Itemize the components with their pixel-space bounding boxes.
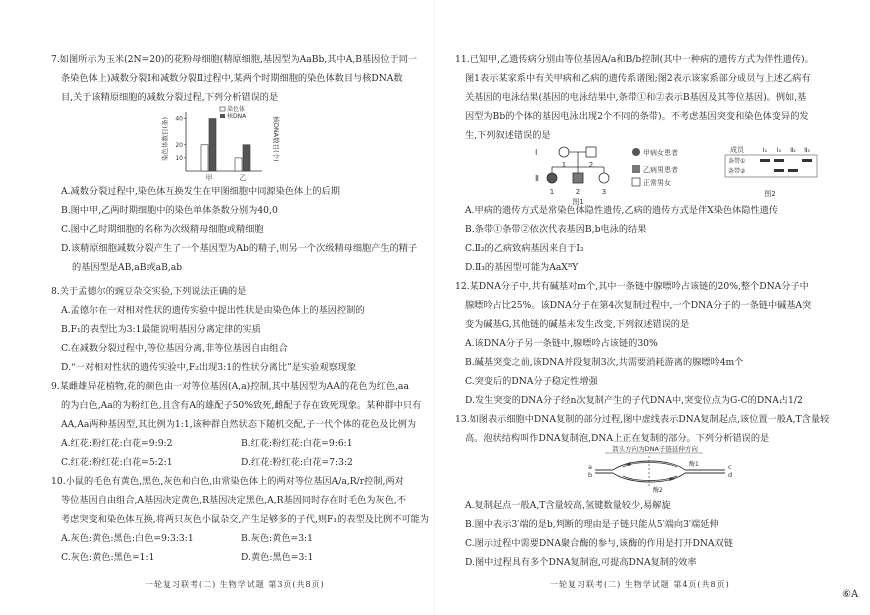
pedigree-female-ii1-affected [547, 173, 557, 183]
chart-legend [220, 105, 247, 120]
legend-affected-female-label: 甲病女患者 [643, 149, 678, 157]
q12-option-b: B.碱基突变之前,该DNA并段复制3次,共需要消耗游离的腺嘌呤4m个 [465, 357, 744, 368]
chart-ylabel: 染色体数目(条) [161, 116, 169, 162]
legend-affected-male-label: 乙病男患者 [643, 166, 678, 174]
q9-line-2: 的为白色,Aa的为粉红色,且含有A的雄配子50%致死,雌配子存在致死现象。某种群中只有 [61, 400, 422, 411]
q8-stem: 8.关于孟德尔的豌豆杂交实验,下列说法正确的是 [51, 286, 247, 297]
bar-0-1 [209, 119, 216, 171]
q12-line-2: 腺嘌呤占比25%。该DNA分子在第4次复制过程中,一个DNA分子的一条链中碱基A突 [465, 300, 812, 311]
right-page [435, 0, 870, 615]
q7-line-2: 条染色体上)减数分裂Ⅰ和减数分裂Ⅱ过程中,某两个时期细胞的染色体数目与核DNA数 [61, 73, 403, 84]
pedigree-number-i1: 1 [561, 161, 567, 169]
pedigree-number-ii1: 1 [549, 188, 555, 196]
legend-affected-male-icon [632, 165, 640, 173]
q12-option-c: C.突变后的DNA分子稳定性增强 [465, 376, 598, 387]
chart-category-label-1: 乙 [239, 174, 247, 182]
q13-replication-figure [585, 442, 735, 494]
legend-swatch-dna [220, 114, 225, 118]
generation-label-i: Ⅰ [535, 148, 538, 157]
right-page-footer: 一轮复习联考(二) 生物学试题 第4页(共8页) [550, 580, 730, 589]
bar-1-0 [235, 158, 242, 171]
legend-normal-label: 正常男女 [643, 179, 671, 187]
label-d: d [728, 471, 733, 479]
q11-line-1: 11.已知甲,乙遗传病分别由等位基因A/a和B/b控制(其中一种病的遗传方式为伴性遗传)。 [455, 54, 814, 65]
q9-option-d: D.红花:粉红花:白花=7:3:2 [241, 457, 353, 468]
fig2-header-i1: Ⅰ₁ [762, 146, 768, 154]
q9-line-3: AA,Aa两种基因型,其比例为1:1,该种群自然状态下随机交配,子一代个体的花色及比例为 [61, 419, 417, 430]
fig2-header-ii3: Ⅱ₃ [804, 146, 810, 154]
band-i2-1 [774, 159, 784, 162]
fig2-header-i2: Ⅰ₂ [776, 146, 782, 154]
legend-label-dna: 核DNA [227, 113, 247, 120]
q11-option-b: B.条带①条带②依次代表基因B,b电泳的结果 [465, 224, 647, 235]
q11-line-4: 因型为Bb的个体的基因电泳出现2个不同的条带)。不考虑基因突变和染色体变异的发 [465, 111, 809, 122]
label-c: c [728, 463, 732, 471]
legend-normal-icon [632, 178, 640, 186]
fig1-caption: 图1 [572, 198, 584, 206]
q13-option-b: B.图中表示3′端的是b,判断的理由是子链只能从5′端向3′端延伸 [465, 519, 719, 530]
q10-line-3: 考虑突变和染色体互换,将两只灰色小鼠杂交,产生足够多的子代,则F₁的表型及比例不可能为 [61, 514, 429, 525]
q10-option-b: B.灰色:黄色=3:1 [241, 533, 314, 544]
q9-option-a: A.红花:粉红花:白花=9:9:2 [61, 438, 173, 449]
band-i2-2 [774, 169, 784, 172]
q13-option-d: D.图中过程具有多个DNA复制泡,可提高DNA复制的效率 [465, 557, 697, 568]
fig2-row-band1: 条带① [728, 158, 746, 165]
band-ii3-1 [802, 159, 812, 162]
band-i1-1 [760, 159, 770, 162]
label-enzyme2: 酶2 [653, 487, 663, 494]
q13-line-1: 13.如图表示细胞中DNA复制的部分过程,图中虚线表示DNA复制起点,该位置一般A,T含量较 [455, 414, 830, 425]
corner-mark: ⑥A [842, 589, 859, 600]
q7-line-3: 目,关于该精原细胞的减数分裂过程,下列分析错误的是 [61, 92, 279, 103]
q10-line-2: 等位基因自由组合,A基因决定黄色,R基因决定黑色,A,R基因同时存在时毛色为灰色,不 [61, 495, 406, 506]
q12-line-1: 12.某DNA分子中,共有碱基对m个,其中一条链中腺嘌呤占该链的20%,整个DNA分子中 [455, 281, 809, 292]
q9-line-1: 9.某雌雄异花植物,花的颜色由一对等位基因(A,a)控制,其中基因型为AA的花色为红色,aa [51, 381, 409, 392]
q7-option-b: B.图中甲,乙两时期细胞中的染色单体条数分别为40,0 [61, 205, 278, 216]
q7-option-a: A.减数分裂过程中,染色体互换发生在甲图细胞中同源染色体上的后期 [61, 186, 340, 197]
bar-0-0 [201, 145, 208, 171]
label-enzyme1: 酶1 [689, 461, 699, 468]
pedigree-female-i1 [559, 147, 569, 157]
generation-label-ii: Ⅱ [535, 174, 539, 183]
fig2-header-ii2: Ⅱ₂ [790, 146, 796, 154]
q11-option-c: C.Ⅱ₂的乙病致病基因来自于Ⅰ₂ [465, 243, 584, 254]
q11-option-a: A.甲病的遗传方式是常染色体隐性遗传,乙病的遗传方式是伴X染色体隐性遗传 [465, 205, 779, 216]
q10-option-d: D.黄色:黑色=3:1 [241, 552, 314, 563]
label-b: b [588, 471, 593, 479]
legend-label-chromosome: 染色体 [227, 106, 246, 113]
label-a: a [588, 463, 592, 471]
q7-bar-chart [158, 104, 288, 184]
pedigree-male-ii2-affected [573, 173, 583, 183]
q7-option-d-cont: 的基因型是AB,aB或aB,ab [72, 262, 183, 273]
fig2-row-band2: 条带② [728, 168, 746, 175]
q8-option-d: D.“一对相对性状的遗传实验中,F₂出现3:1的性状分离比”是实验观察现象 [61, 362, 357, 373]
pedigree-male-i2 [586, 147, 596, 157]
pedigree-female-ii3 [599, 173, 609, 183]
q10-option-a: A.灰色:黄色:黑色:白色=9:3:3:1 [61, 533, 194, 544]
left-page-footer: 一轮复习联考(二) 生物学试题 第3页(共8页) [145, 580, 325, 589]
q9-option-c: C.红花:粉红花:白花=5:2:1 [61, 457, 173, 468]
replication-figure-title: 箭头方向为DNA子链延伸方向 [612, 445, 698, 453]
q8-option-b: B.F₁的表型比为3:1最能说明基因分离定律的实质 [61, 324, 261, 335]
bar-1-1 [243, 145, 250, 171]
chart-y2label: 核DNA数目(个) [272, 116, 280, 162]
fig2-header-member: 成员 [730, 146, 744, 154]
pedigree-number-i2: 2 [588, 161, 594, 169]
q11-option-d: D.Ⅱ₃的基因型可能为AaXᴮY [465, 262, 579, 273]
q12-line-3: 变为碱基G,其他链的碱基未发生改变,下列叙述错误的是 [465, 319, 690, 330]
q11-line-3: 关基因的电泳结果(基因的电泳结果中,条带①和②表示B基因及其等位基因)。例如,基 [465, 92, 807, 103]
q12-option-d: D.发生突变的DNA分子经n次复制产生的子代DNA中,突变位点为G-C的DNA占1/2 [465, 395, 803, 406]
band-ii2-2 [788, 169, 798, 172]
q7-option-d: D.该精原细胞减数分裂产生了一个基因型为Ab的精子,则另一个次级精母细胞产生的精子 [61, 243, 418, 254]
y-tick-label-2: 40 [175, 115, 183, 123]
q9-option-b: B.红花:粉红花:白花=9:6:1 [241, 438, 353, 449]
q11-line-5: 生,下列叙述错误的是 [465, 130, 551, 141]
pedigree-number-ii2: 2 [575, 188, 581, 196]
chart-category-label-0: 甲 [205, 174, 213, 182]
q8-option-a: A.孟德尔在一对相对性状的遗传实验中提出性状是由染色体上的基因控制的 [61, 305, 365, 316]
y-tick-label-1: 20 [175, 141, 183, 149]
fig2-caption: 图2 [764, 190, 776, 198]
pedigree-number-ii3: 3 [601, 188, 607, 196]
q11-line-2: 图1表示某家系中有关甲病和乙病的遗传系谱图;图2表示该家系部分成员与上述乙病有 [465, 73, 811, 84]
legend-affected-female-icon [632, 148, 640, 156]
q13-option-c: C.图示过程中需要DNA聚合酶的参与,该酶的作用是打开DNA双链 [465, 538, 733, 549]
q10-line-1: 10.小鼠的毛色有黄色,黑色,灰色和白色,由常染色体上的两对等位基因A/a,R/r控制,两对 [51, 476, 404, 487]
q10-option-c: C.灰色:黄色:黑色=1:1 [61, 552, 155, 563]
q12-option-a: A.该DNA分子另一条链中,腺嘌呤占该链的30% [465, 338, 658, 349]
q13-option-a: A.复制起点一般A,T含量较高,氢键数量较少,易解旋 [465, 500, 671, 511]
q8-option-c: C.在减数分裂过程中,等位基因分离,非等位基因自由组合 [61, 343, 288, 354]
y-tick-label-0: 10 [175, 154, 183, 162]
legend-swatch-chromosome [220, 107, 225, 111]
q7-option-c: C.图中乙时期细胞的名称为次级精母细胞或精细胞 [61, 224, 264, 235]
q13-line-2: 高。泡状结构叫作DNA复制泡,DNA上正在复制的部分。下列分析错误的是 [465, 433, 770, 444]
q7-line-1: 7.如图所示为玉米(2N=20)的花粉母细胞(精原细胞,基因型为AaBb,其中A,B基因位于同一 [51, 54, 418, 65]
